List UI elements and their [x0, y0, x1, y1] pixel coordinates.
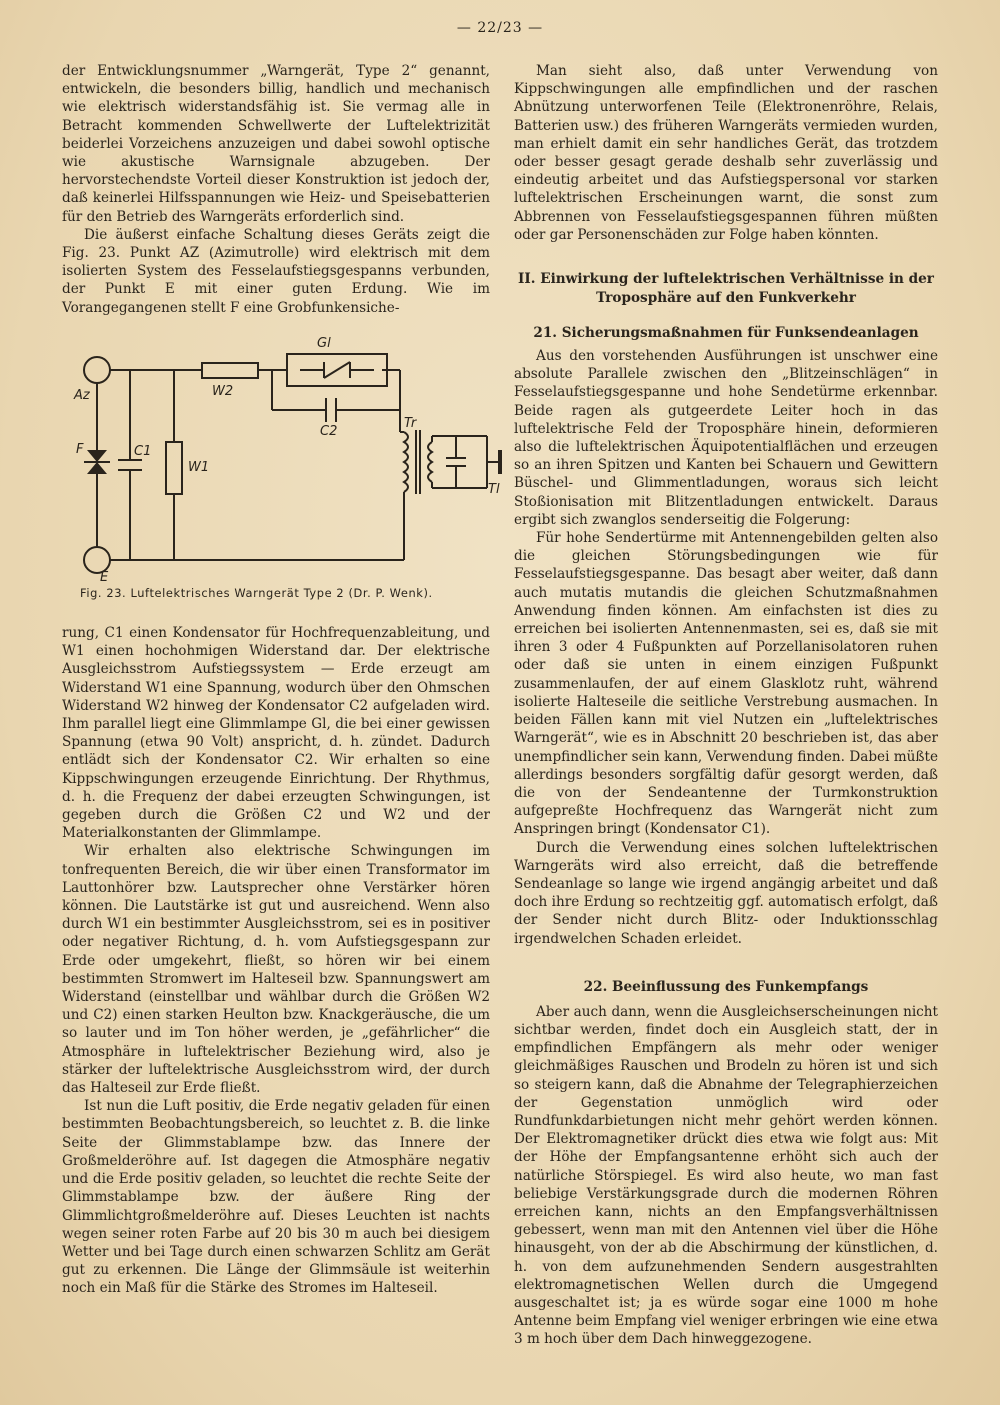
left-column-bottom — [62, 624, 490, 1298]
label-tr: Tr — [404, 416, 417, 431]
paragraph: Man sieht also, daß unter Verwendung von Kippschwingungen alle empfindlichen und der raschen Abnützung unterworfenen Teile (Elektronenröhre, Relais, Batterien usw.) des früheren Warngeräts vermieden wurden, man erhielt damit ein sehr handliches Gerät, das trotzdem oder besser gesagt gerade deshalb sehr zuverlässig und eindeutig arbeitet und das Aufstiegspersonal vor starken luftelektrischen Erscheinungen warnt, die sonst zum Abbrennen von Fesselaufstiegsgespannen führen müßten oder gar Personenschäden zur Folge haben könnten. — [514, 63, 938, 243]
paragraph: Ist nun die Luft positiv, die Erde negativ geladen für einen bestimmten Beobachtungsbereich, so leuchtet z. B. die linke Seite der Glimmstablampe bzw. das Innere der Großmelderöhre auf. Ist dagegen die Atmosphäre negativ und die Erde positiv geladen, so leuchtet die rechte Seite der Glimmstablampe bzw. der äußere Ring der Glimmlichtgroßmelderöhre auf. Dieses Leuchten ist nachts wegen seiner roten Farbe auf 20 bis 30 m auch bei diesigem Wetter und bei Tage durch einen schwarzen Schlitz am Gerät gut zu erkennen. Die Länge der Glimmsäule ist weiterhin noch ein Maß für die Stärke des Stromes im Halteseil. — [62, 1098, 490, 1297]
page-number: — 22/23 — — [456, 20, 544, 36]
label-gl: Gl — [317, 336, 331, 351]
paragraph: Aus den vorstehenden Ausführungen ist unschwer eine absolute Parallele zwischen den „Blitzeinschlägen“ in Fesselaufstiegsgespanne und hohe Sendetürme erkennbar. Beide ragen als gutgeerdete Leiter hoch in das luftelektrische Feld der Troposphäre hinein, deformieren also die luftelektrischen Äquipotentialflächen und erzeugen so an ihren Spitzen und Kanten bei Schauern und Gewittern Büschel- und Glimmentladungen, woraus sich leicht Stoßionisation mit Blitzentladungen entwickelt. Daraus ergibt sich zwanglos senderseitig die Folgerung: — [514, 348, 938, 528]
paragraph: rung, C1 einen Kondensator für Hochfrequenzableitung, und W1 einen hochohmigen Widerstand dar. Der elektrische Ausgleichsstrom Aufstiegssystem — Erde erzeugt am Widerstand W1 eine Spannung, wodurch über den Ohmschen Widerstand W2 hinweg der Kondensator C2 aufgeladen wird. Ihm parallel liegt eine Glimmlampe Gl, die bei einer gewissen Spannung (etwa 90 Volt) anspricht, d. h. zündet. Dadurch entlädt sich der Kondensator C2. Wir erhalten so eine Kippschwingungen erzeugende Einrichtung. Der Rhythmus, d. h. die Frequenz der dabei erzeugten Schwingungen, ist gegeben durch die Größen C2 und W2 und der Materialkonstanten der Glimmlampe. — [62, 625, 490, 842]
tr-secondary-coil — [428, 442, 432, 482]
paragraph: Die äußerst einfache Schaltung dieses Geräts zeigt die Fig. 23. Punkt AZ (Azimutrolle) wird elektrisch mit dem isolierten System des Fesselaufstiegsgespanns verbunden, der Punkt E mit einer guten Erdung. Wie im Vorangegangenen stellt F eine Grobfunkensiche- — [62, 226, 490, 316]
section-heading-ii: II. Einwirkung der luftelektrischen Verhältnisse in der Troposphäre auf den Funkverkehr — [518, 271, 934, 307]
tr-primary-coil — [404, 432, 408, 492]
label-w1: W1 — [188, 460, 210, 475]
label-tl: Tl — [488, 482, 500, 497]
paragraph: Aber auch dann, wenn die Ausgleichserscheinungen nicht sichtbar werden, findet doch ein Ausgleich statt, der in empfindlichen Empfängern als mehr oder weniger gleichmäßiges Rauschen und Brodeln zu hören ist und sich so steigern kann, daß die Abnahme der Telegraphierzeichen der Gegenstation unmöglich wird oder Rundfunkdarbietungen nicht mehr gehört werden können. Der Elektromagnetiker drückt dies etwa wie folgt aus: Mit der Höhe der Empfangsantenne erhöht sich auch der natürliche Störspiegel. Es wird also heute, wo man fast beliebige Verstärkungsgrade durch die modernen Röhren erreichen kann, nichts an den Empfangsverhältnissen gebessert, wenn man mit den Antennen viel über die Höhe hinausgeht, von der ab die Abschirmung der künstlichen, d. h. von dem aufzunehmenden Sendern ausgestrahlten elektromagnetischen Wellen durch die Umgegend ausgeschaltet ist; ja es würde sogar eine 1000 m hohe Antenne beim Empfang viel weniger erbringen wie eine etwa 3 m hoch über dem Dach hinweggezogene. — [514, 1003, 938, 1348]
label-c1: C1 — [134, 444, 152, 459]
figure-circuit-diagram — [62, 332, 502, 614]
label-c2: C2 — [320, 424, 338, 439]
section-heading-21: 21. Sicherungsmaßnahmen für Funksendeanlagen — [533, 325, 919, 342]
paragraph: Wir erhalten also elektrische Schwingungen im tonfrequenten Bereich, die wir über einen Transformator im Lauttonhörer bzw. Lautsprecher ohne Verstärker hören können. Die Lautstärke ist gut und ausreichend. Wenn also durch W1 ein bestimmter Ausgleichsstrom, sei es in positiver oder negativer Richtung, d. h. vom Aufstiegsgespann zur Erde oder umgekehrt, fließt, so hören wir bei einem bestimmten Stromwert im Halteseil bzw. Spannungswert am Widerstand (einstellbar und wählbar durch die Größen W2 und C2) einen starken Heulton bzw. Knackgeräusche, die um so lauter und im Ton höher werden, je „gefährlicher“ die Atmosphäre in luftelektrischer Beziehung wird, also je stärker der luftelektrische Ausgleichsstrom wird, der durch das Halteseil zur Erde fließt. — [62, 843, 490, 1097]
circuit-schematic — [62, 332, 502, 582]
label-az: Az — [74, 388, 90, 403]
left-column-top — [62, 62, 490, 317]
w1-resistor-symbol — [166, 442, 182, 494]
label-f: F — [76, 442, 84, 457]
section-heading-22: 22. Beeinflussung des Funkempfangs — [583, 978, 869, 995]
paragraph: Durch die Verwendung eines solchen luftelektrischen Warngeräts wird also erreicht, daß die betreffende Sendeanlage so lange wie irgend angängig arbeitet und daß doch ihre Erdung so rechtzeitig ggf. automatisch erfolgt, daß der Sender nicht durch Blitz- oder Induktionsschlag irgendwelchen Schaden erleidet. — [514, 839, 938, 947]
figure-caption: Fig. 23. Luftelektrisches Warngerät Type 2 (Dr. P. Wenk). — [80, 586, 433, 600]
label-e: E — [100, 570, 109, 585]
paragraph: der Entwicklungsnummer „Warngerät, Type 2“ genannt, entwickeln, die besonders billig, handlich und mechanisch wie elektrisch widerstandsfähig ist. Sie vermag alle in Betracht kommenden Schwellwerte der Luftelektrizität beiderlei Vorzeichens anzuzeigen und dabei sowohl optische wie akustische Warnsignale abzugeben. Der hervorstechendste Vorteil dieser Konstruktion ist jedoch der, daß keinerlei Hilfsspannungen wie Heiz- und Speisebatterien für den Betrieb des Warngeräts erforderlich sind. — [62, 63, 490, 225]
w2-resistor-symbol — [202, 363, 258, 378]
paragraph: Für hohe Sendertürme mit Antennengebilden gelten also die gleichen Störungsbedingungen wie für Fesselaufstiegsgespanne. Das besagt aber weiter, daß dann auch mutatis mutandis die gleichen Schutzmaßnahmen Anwendung finden können. Am einfachsten ist dies zu erreichen bei isolierten Antennenmasten, sei es, daß sie mit ihren 3 oder 4 Fußpunkten auf Porzellanisolatoren ruhen oder daß sie unten in einem einzigen Fußpunkt zusammenlaufen, der auf einem Glasklotz ruht, während isolierte Halteseile die seitliche Verstrebung ausmachen. In beiden Fällen kann mit viel Nutzen ein „luftelektrisches Warngerät“, wie es in Abschnitt 20 beschrieben ist, das aber unempfindlicher sein kann, Verwendung finden. Dabei müßte allerdings besonders sorgfältig dafür gesorgt werden, daß die von der Sendeantenne der Turmkonstruktion aufgepreßte Hochfrequenz das Warngerät nicht zum Anspringen bringt (Kondensator C1). — [514, 530, 938, 838]
right-column — [514, 62, 938, 1349]
f-spark-gap-symbol — [84, 450, 110, 474]
label-w2: W2 — [212, 384, 234, 399]
az-terminal-symbol — [84, 357, 110, 383]
